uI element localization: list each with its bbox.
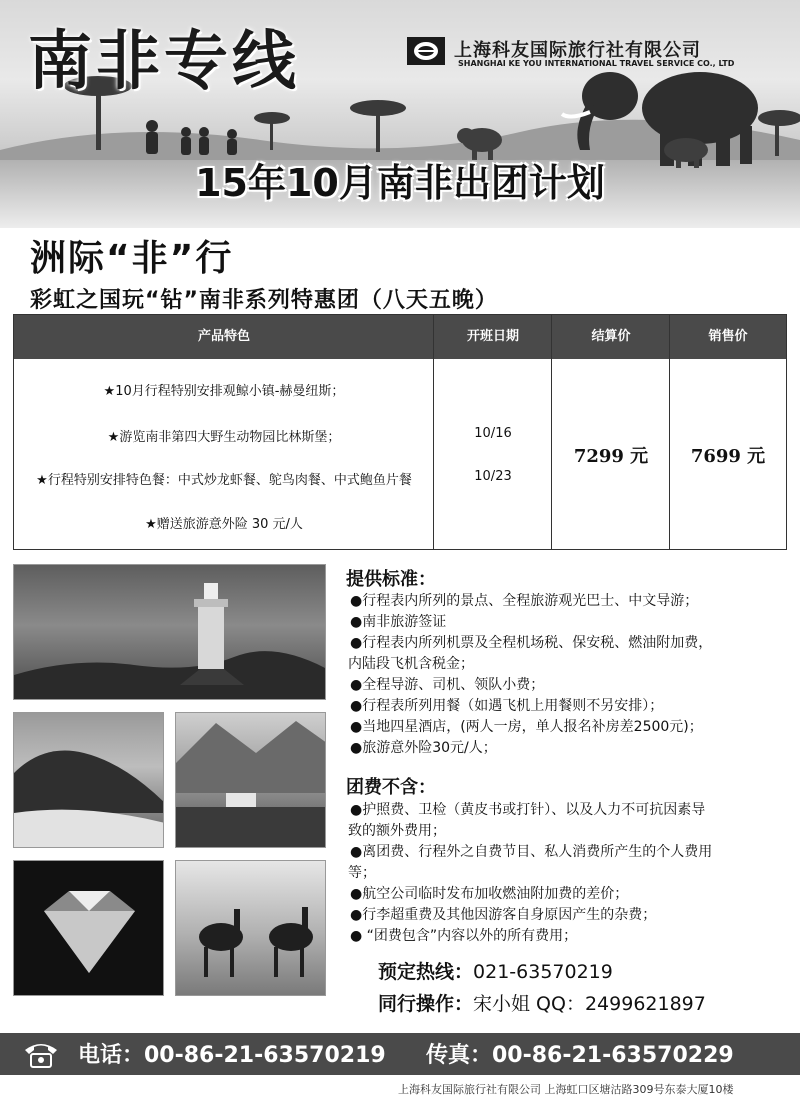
header-banner bbox=[0, 0, 800, 228]
feature-item: ★10月行程特别安排观鲸小镇-赫曼纽斯； bbox=[103, 384, 345, 399]
product-table bbox=[13, 314, 787, 550]
includes-item: ●行程表内所列的景点、全程旅游观光巴士、中文导游； bbox=[350, 593, 699, 609]
booking-hotline bbox=[378, 957, 613, 984]
feature-item: ★赠送旅游意外险 30 元/人 bbox=[145, 517, 303, 532]
header-dates: 开班日期 bbox=[466, 329, 519, 344]
telephone-icon bbox=[22, 1039, 60, 1069]
includes-item: ●行程表内所列机票及全程机场税、保安税、燃油附加费， bbox=[350, 635, 713, 651]
settlement-price: 7299 元 bbox=[573, 446, 649, 467]
antelope-scene bbox=[176, 861, 326, 996]
lighthouse-photo bbox=[13, 564, 326, 700]
departure-date: 10/23 bbox=[474, 469, 512, 484]
includes-item: 内陆段飞机含税金； bbox=[348, 656, 474, 672]
main-title: 南非专线 bbox=[28, 25, 300, 99]
excludes-item: ●护照费、卫检（黄皮书或打针）、以及人力不可抗因素导 bbox=[350, 802, 706, 818]
agent-label: 同行操作： bbox=[378, 993, 474, 1015]
departure-date: 10/16 bbox=[474, 426, 512, 441]
tour-name: 彩虹之国玩“钻”南非系列特惠团（八天五晚） bbox=[30, 288, 498, 313]
header-settlement-price: 结算价 bbox=[591, 329, 631, 344]
coastline-scene bbox=[14, 713, 164, 848]
footer-fax: 传真：00-86-21-63570229 bbox=[426, 1043, 734, 1068]
vineyard-scene bbox=[176, 713, 326, 848]
company-name-en: SHANGHAI KE YOU INTERNATIONAL TRAVEL SERVICE CO., LTD bbox=[458, 59, 735, 68]
excludes-item: ●行李超重费及其他因游客自身原因产生的杂费； bbox=[350, 907, 657, 923]
lighthouse-scene bbox=[14, 565, 326, 700]
includes-item: ●行程表所列用餐（如遇飞机上用餐则不另安排）； bbox=[350, 698, 664, 714]
includes-item: ●南非旅游签证 bbox=[350, 614, 447, 630]
antelope-photo bbox=[175, 860, 326, 996]
agent-contact bbox=[378, 989, 706, 1016]
excludes-item: ●航空公司临时发布加收燃油附加费的差价； bbox=[350, 886, 629, 902]
coastline-photo bbox=[13, 712, 164, 848]
header-sale-price: 销售价 bbox=[708, 329, 748, 344]
includes-title: 提供标准： bbox=[346, 569, 436, 590]
plan-title: 15年10月南非出团计划 bbox=[195, 161, 605, 205]
includes-item: ●全程导游、司机、领队小费； bbox=[350, 677, 545, 693]
includes-item: ●当地四星酒店，(两人一房，单人报名补房差2500元)； bbox=[350, 719, 703, 735]
tour-slogan: 洲际“非”行 bbox=[30, 238, 234, 279]
excludes-item: 等； bbox=[348, 865, 376, 881]
agent-value: 宋小姐 QQ：2499621897 bbox=[473, 993, 706, 1015]
excludes-item: ●离团费、行程外之自费节目、私人消费所产生的个人费用 bbox=[350, 844, 713, 860]
diamond-photo bbox=[13, 860, 164, 996]
excludes-title: 团费不含： bbox=[346, 777, 436, 798]
footer-address: 上海科友国际旅行社有限公司 上海虹口区塘沽路309号东泰大厦10楼 bbox=[398, 1083, 734, 1096]
table-header-row bbox=[14, 315, 786, 359]
diamond-shape bbox=[14, 861, 164, 996]
footer-contact-bar bbox=[0, 1033, 800, 1075]
hotline-label: 预定热线： bbox=[378, 961, 474, 983]
vineyard-photo bbox=[175, 712, 326, 848]
company-name-cn: 上海科友国际旅行社有限公司 bbox=[454, 40, 701, 61]
header-features: 产品特色 bbox=[197, 329, 250, 344]
excludes-item: ● “团费包含”内容以外的所有费用； bbox=[350, 928, 578, 944]
feature-item: ★游览南非第四大野生动物园比林斯堡； bbox=[107, 430, 341, 445]
includes-item: ●旅游意外险30元/人； bbox=[350, 740, 497, 756]
feature-item: ★行程特别安排特色餐：中式炒龙虾餐、鸵鸟肉餐、中式鲍鱼片餐 bbox=[36, 473, 412, 488]
column-divider bbox=[669, 315, 670, 549]
sale-price: 7699 元 bbox=[690, 446, 766, 467]
footer-phone[interactable]: 电话：00-86-21-63570219 bbox=[78, 1043, 386, 1068]
hotline-number[interactable]: 021-63570219 bbox=[473, 961, 613, 983]
excludes-item: 致的额外费用； bbox=[348, 823, 446, 839]
company-logo-icon bbox=[406, 36, 446, 66]
